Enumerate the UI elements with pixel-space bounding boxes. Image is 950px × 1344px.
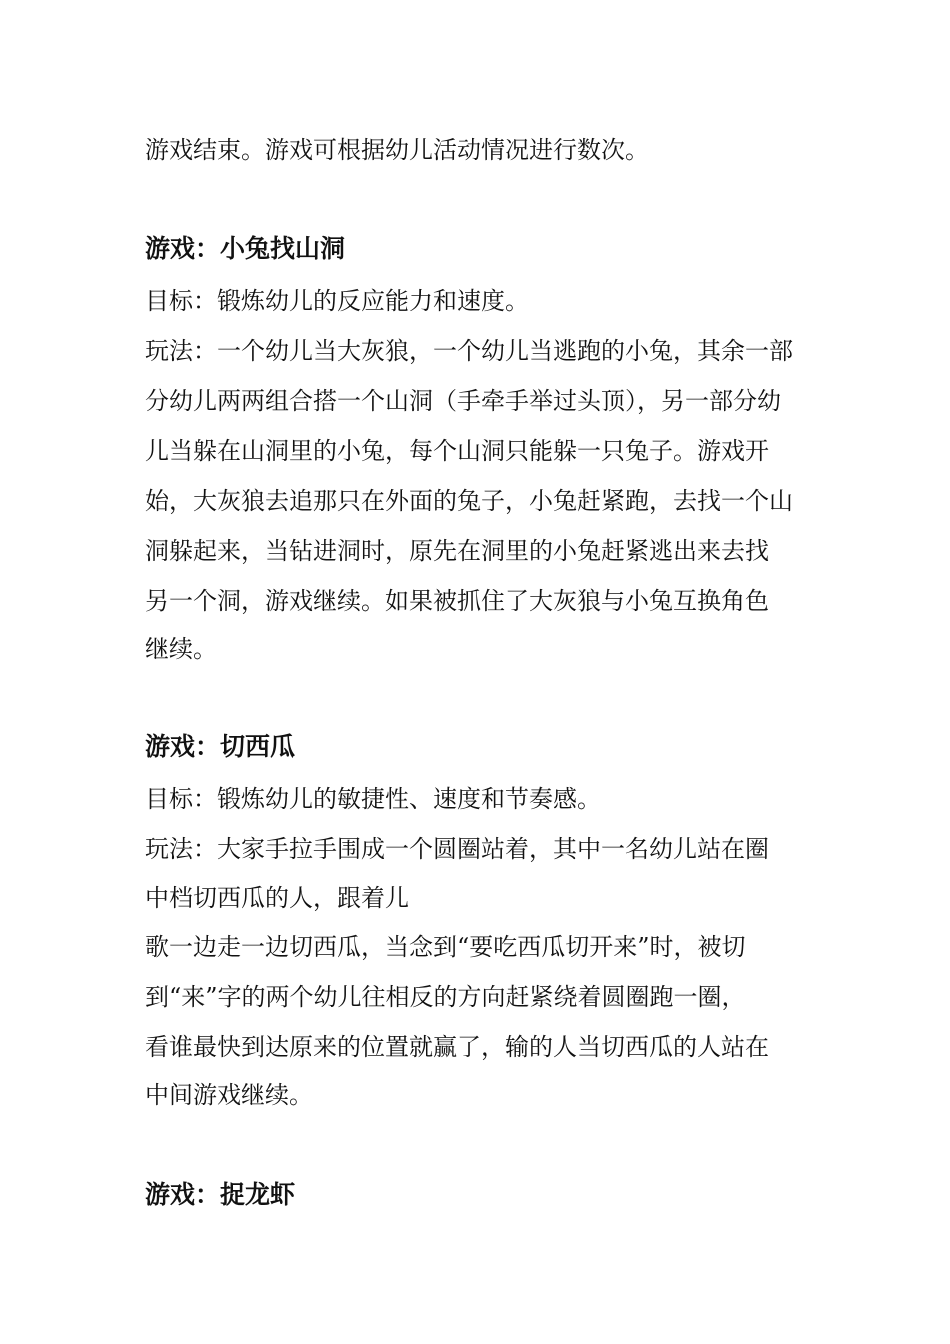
section-goal-watermelon: 目标：锻炼幼儿的敏捷性、速度和节奏感。	[145, 785, 601, 813]
play-line: 始，大灰狼去追那只在外面的兔子，小兔赶紧跑，去找一个山	[145, 487, 793, 515]
play-line: 洞躲起来，当钻进洞时，原先在洞里的小兔赶紧逃出来去找	[145, 537, 769, 565]
play-line: 玩法：一个幼儿当大灰狼，一个幼儿当逃跑的小兔，其余一部	[145, 337, 793, 365]
play-line: 玩法：大家手拉手围成一个圆圈站着，其中一名幼儿站在圈	[145, 835, 769, 863]
section-heading-lobster: 游戏：捉龙虾	[145, 1180, 296, 1209]
play-line: 分幼儿两两组合搭一个山洞（手牵手举过头顶），另一部分幼	[145, 387, 781, 415]
play-line: 歌一边走一边切西瓜，当念到“要吃西瓜切开来”时，被切	[145, 933, 746, 961]
play-line: 另一个洞，游戏继续。如果被抓住了大灰狼与小兔互换角色	[145, 587, 769, 615]
play-line: 看谁最快到达原来的位置就赢了，输的人当切西瓜的人站在	[145, 1033, 769, 1061]
play-line: 到“来”字的两个幼儿往相反的方向赶紧绕着圆圈跑一圈，	[145, 983, 746, 1011]
intro-paragraph: 游戏结束。游戏可根据幼儿活动情况进行数次。	[145, 136, 649, 164]
section-heading-rabbit: 游戏：小兔找山洞	[145, 234, 346, 263]
play-line: 中间游戏继续。	[145, 1081, 313, 1109]
play-line: 继续。	[145, 635, 217, 663]
play-line: 儿当躲在山洞里的小兔，每个山洞只能躲一只兔子。游戏开	[145, 437, 769, 465]
section-goal-rabbit: 目标：锻炼幼儿的反应能力和速度。	[145, 287, 529, 315]
play-line: 中档切西瓜的人，跟着儿	[145, 884, 409, 912]
section-heading-watermelon: 游戏：切西瓜	[145, 732, 296, 761]
